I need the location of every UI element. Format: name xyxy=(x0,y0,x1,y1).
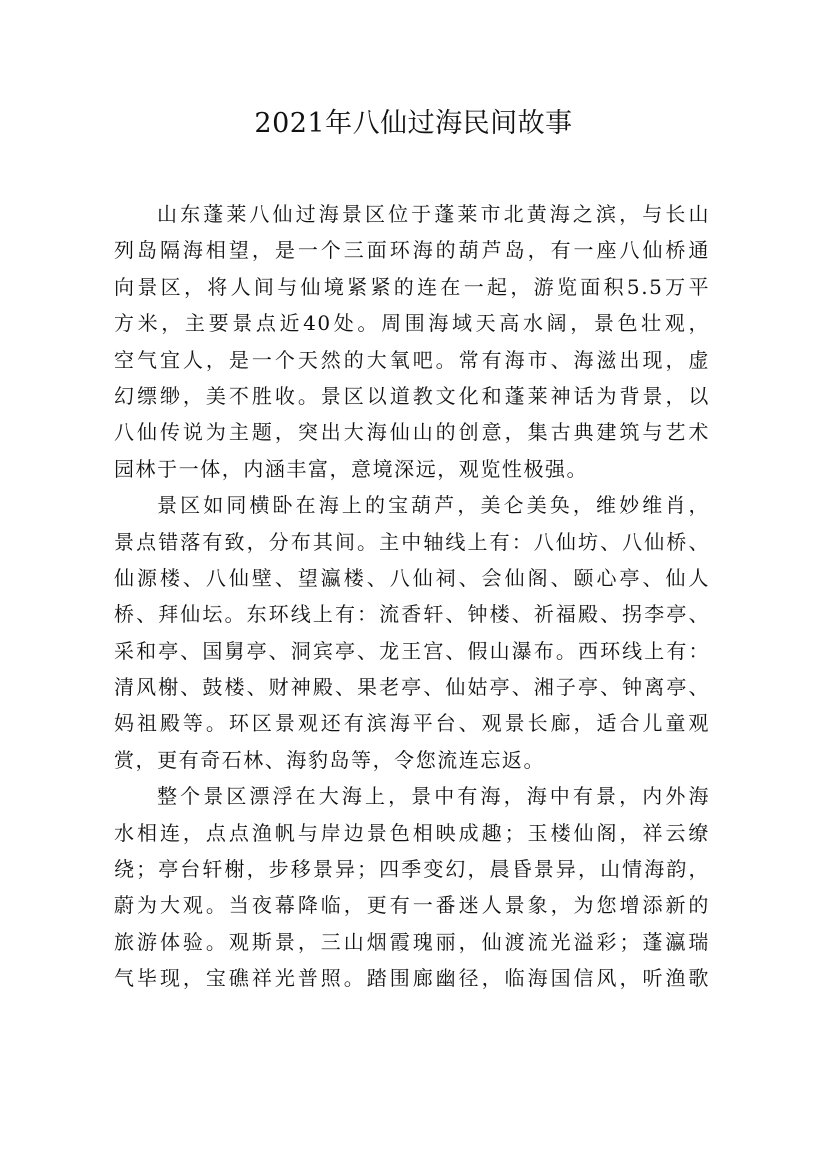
text-line: 妈祖殿等。环区景观还有滨海平台、观景长廊，适合儿童观 xyxy=(114,711,710,736)
text-line: 景区如同横卧在海上的宝葫芦，美仑美奂，维妙维肖， xyxy=(157,493,710,518)
text-line: 采和亭、国舅亭、洞宾亭、龙王宫、假山瀑布。西环线上有： xyxy=(114,638,710,663)
text-line: 仙源楼、八仙壁、望瀛楼、八仙祠、会仙阁、颐心亭、仙人 xyxy=(114,565,710,590)
text-line: 水相连，点点渔帆与岸边景色相映成趣；玉楼仙阁，祥云缭 xyxy=(114,820,710,845)
text-line: 向景区，将人间与仙境紧紧的连在一起，游览面积5.5万平 xyxy=(114,274,710,299)
text-line: 整个景区漂浮在大海上，景中有海，海中有景，内外海 xyxy=(157,784,710,809)
text-line: 空气宜人，是一个天然的大氧吧。常有海市、海滋出现，虚 xyxy=(114,347,710,372)
text-line: 绕；亭台轩榭，步移景异；四季变幻，晨昏景异，山情海韵， xyxy=(114,857,710,882)
text-line: 幻缥缈，美不胜收。景区以道教文化和蓬莱神话为背景，以 xyxy=(114,383,710,408)
document-body xyxy=(114,196,710,997)
text-line: 列岛隔海相望，是一个三面环海的葫芦岛，有一座八仙桥通 xyxy=(114,238,710,263)
text-line: 山东蓬莱八仙过海景区位于蓬莱市北黄海之滨，与长山 xyxy=(157,202,710,226)
text-line: 气毕现，宝礁祥光普照。踏围廊幽径，临海国信风，听渔歌 xyxy=(114,966,710,991)
text-line: 景点错落有致，分布其间。主中轴线上有：八仙坊、八仙桥、 xyxy=(114,529,710,554)
text-line: 蔚为大观。当夜幕降临，更有一番迷人景象，为您增添新的 xyxy=(114,893,710,918)
paragraph xyxy=(114,196,710,487)
text-line: 桥、拜仙坛。东环线上有：流香轩、钟楼、祈福殿、拐李亭、 xyxy=(114,602,710,627)
text-line: 方米，主要景点近40处。周围海域天高水阔，景色壮观， xyxy=(114,311,710,336)
paragraph xyxy=(114,778,710,996)
text-line: 清风榭、鼓楼、财神殿、果老亭、仙姑亭、湘子亭、钟离亭、 xyxy=(114,675,710,700)
text-line: 八仙传说为主题，突出大海仙山的创意，集古典建筑与艺术 xyxy=(114,420,710,445)
text-line: 旅游体验。观斯景，三山烟霞瑰丽，仙渡流光溢彩；蓬瀛瑞 xyxy=(114,929,710,954)
document-title: 2021年八仙过海民间故事 xyxy=(254,108,573,139)
text-line: 园林于一体，内涵丰富，意境深远，观览性极强。 xyxy=(114,456,589,481)
paragraph xyxy=(114,487,710,778)
text-line: 赏，更有奇石林、海豹岛等，令您流连忘返。 xyxy=(114,747,545,772)
